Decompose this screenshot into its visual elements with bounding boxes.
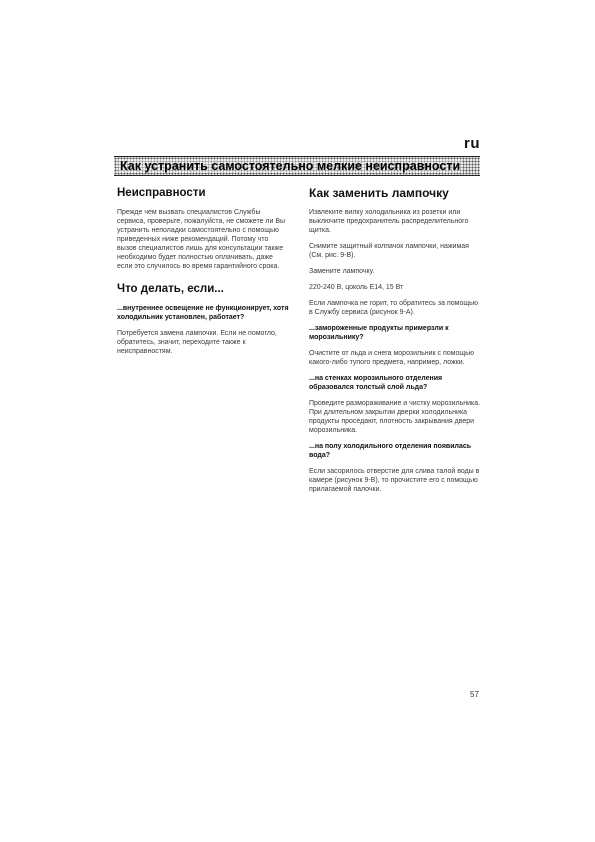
lamp-service-note: Если лампочка не горит, то обратитесь за помощью в Службу сервиса (рисунок 9-A).	[309, 300, 478, 316]
lamp-spec: 220-240 В, цоколь Е14, 15 Вт	[309, 284, 404, 291]
question-water-floor: ...на полу холодильного отделения появилась вода?	[309, 443, 472, 459]
heading-what-to-do: Что делать, если...	[117, 283, 224, 295]
answer-frozen-food: Очистите от льда и снега морозильник с помощью какого-либо тупого предмета, например, ложки.	[309, 350, 475, 366]
answer-water-floor: Если засорилось отверстие для слива талой воды в камере (рисунок 9-B), то прочистите его с помощью прилагаемой палочки.	[309, 468, 480, 493]
left-column	[117, 186, 289, 363]
heading-faults: Неисправности	[117, 187, 206, 199]
question-thick-ice: ...на стенках морозильного отделения образовался толстый слой льда?	[309, 375, 443, 391]
language-code: ru	[464, 135, 480, 152]
lamp-step-remove-cover: Снимите защитный колпачок лампочки, нажимая (См. рис. 9-B).	[309, 243, 469, 259]
page-number: 57	[470, 690, 479, 699]
section-banner	[114, 156, 480, 176]
lamp-step-unplug: Извлеките вилку холодильника из розетки или выключите предохранитель распределительного щитка.	[309, 209, 469, 234]
question-frozen-food: ...замороженные продукты примерзли к морозильнику?	[309, 325, 449, 341]
lamp-step-replace: Замените лампочку.	[309, 268, 375, 275]
intro-paragraph: Прежде чем вызвать специалистов Службы сервиса, проверьте, пожалуйста, не сможете ли Вы устранить неполадки самостоятельно с помощью приведенных ниже рекомендаций. Потому что вызов специалистов лишь для консультации также необходимо будет полностью оплачивать, даже если это случилось во время гарантийного срока.	[117, 209, 286, 270]
question-lighting: ...внутреннее освещение не функционирует, хотя холодильник установлен, работает?	[117, 305, 289, 321]
right-column	[309, 186, 481, 501]
heading-replace-lamp: Как заменить лампочку	[309, 186, 449, 200]
answer-lighting: Потребуется замена лампочки. Если не помогло, обратитесь, значит, переходите также к неисправностям.	[117, 330, 277, 355]
banner-title: Как устранить самостоятельно мелкие неисправности	[120, 159, 461, 173]
answer-thick-ice: Проведите размораживание и чистку морозильника. При длительном закрытии дверки холодильника продукты проседают, плотность закрывания двери морозильника.	[309, 400, 481, 434]
